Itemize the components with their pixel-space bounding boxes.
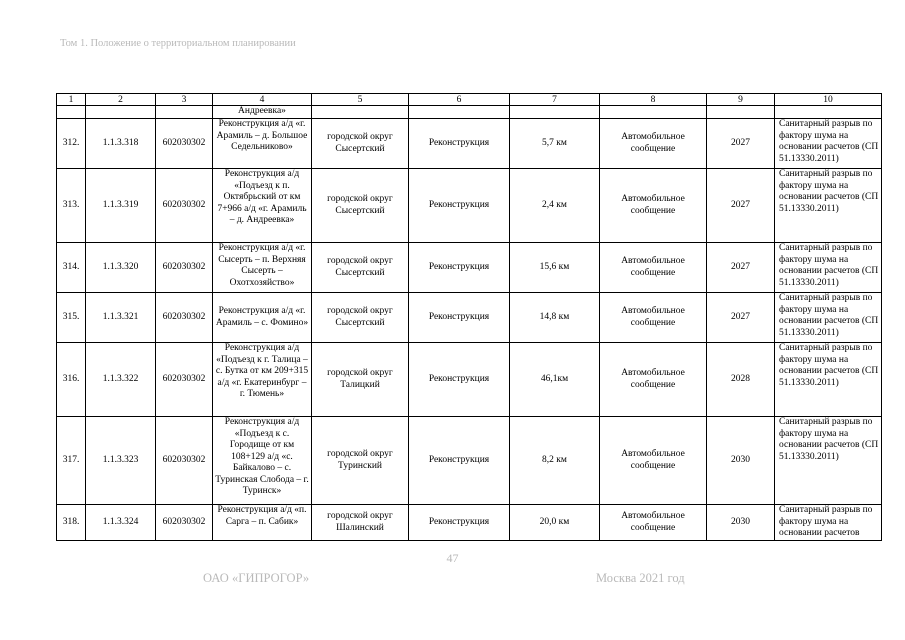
table-row <box>57 417 882 505</box>
cell-name: Реконструкция а/д «п. Сарга – п. Сабик» <box>213 505 312 541</box>
cell-note: Санитарный разрыв по фактору шума на основании расчетов (СП 51.13330.2011) <box>775 169 882 243</box>
cell-location: городской округ Туринский <box>312 417 409 505</box>
carry-over-row <box>57 106 882 119</box>
cell-class: 602030302 <box>156 293 213 343</box>
column-header: 9 <box>707 94 775 106</box>
cell-purpose: Автомобильное сообщение <box>600 169 707 243</box>
cell-number: 316. <box>57 343 86 417</box>
cell-year: 2027 <box>707 119 775 169</box>
cell-purpose: Автомобильное сообщение <box>600 243 707 293</box>
cell-location: городской округ Талицкий <box>312 343 409 417</box>
table-row <box>57 293 882 343</box>
cell-number: 312. <box>57 119 86 169</box>
column-header: 7 <box>510 94 600 106</box>
cell-note: Санитарный разрыв по фактору шума на основании расчетов (СП 51.13330.2011) <box>775 343 882 417</box>
cell-location: городской округ Шалинский <box>312 505 409 541</box>
footer-place-year: Москва 2021 год <box>596 571 685 585</box>
footer-organization: ОАО «ГИПРОГОР» <box>203 571 310 585</box>
cell-year: 2027 <box>707 243 775 293</box>
column-header: 3 <box>156 94 213 106</box>
cell-year: 2028 <box>707 343 775 417</box>
cell-location: городской округ Сысертский <box>312 243 409 293</box>
cell-length: 2,4 км <box>510 169 600 243</box>
cell-note: Санитарный разрыв по фактору шума на основании расчетов (СП 51.13330.2011) <box>775 243 882 293</box>
cell-location: городской округ Сысертский <box>312 169 409 243</box>
cell-note: Санитарный разрыв по фактору шума на основании расчетов (СП 51.13330.2011) <box>775 417 882 505</box>
cell-length: 8,2 км <box>510 417 600 505</box>
cell-number: 313. <box>57 169 86 243</box>
cell-status: Реконструкция <box>409 293 510 343</box>
column-header: 4 <box>213 94 312 106</box>
cell-name: Реконструкция а/д «Подъезд к г. Талица – с. Бутка от км 209+315 а/д «г. Екатеринбург – г. Тюмень» <box>213 343 312 417</box>
table-row <box>57 243 882 293</box>
cell-name: Реконструкция а/д «Подъезд к с. Городище от км 108+129 а/д «с. Байкалово – с. Туринская Слобода – г. Туринск» <box>213 417 312 505</box>
cell-year: 2030 <box>707 505 775 541</box>
cell-code: 1.1.3.322 <box>86 343 156 417</box>
table-row <box>57 169 882 243</box>
cell-location: городской округ Сысертский <box>312 293 409 343</box>
planning-table <box>56 93 882 541</box>
column-header: 8 <box>600 94 707 106</box>
cell-status: Реконструкция <box>409 343 510 417</box>
column-header: 6 <box>409 94 510 106</box>
cell-year: 2027 <box>707 293 775 343</box>
table-header-row <box>57 94 882 106</box>
cell-class: 602030302 <box>156 343 213 417</box>
table-row <box>57 343 882 417</box>
cell-purpose: Автомобильное сообщение <box>600 505 707 541</box>
cell-purpose: Автомобильное сообщение <box>600 119 707 169</box>
cell-number: 317. <box>57 417 86 505</box>
cell-class: 602030302 <box>156 505 213 541</box>
cell-status: Реконструкция <box>409 505 510 541</box>
cell-class: 602030302 <box>156 417 213 505</box>
cell-length: 14,8 км <box>510 293 600 343</box>
cell-purpose: Автомобильное сообщение <box>600 417 707 505</box>
page-number: 47 <box>446 551 459 565</box>
cell-status: Реконструкция <box>409 417 510 505</box>
column-header: 2 <box>86 94 156 106</box>
cell-note: Санитарный разрыв по фактору шума на основании расчетов (СП 51.13330.2011) <box>775 293 882 343</box>
column-header: 1 <box>57 94 86 106</box>
cell-note: Санитарный разрыв по фактору шума на основании расчетов (СП 51.13330.2011) <box>775 119 882 169</box>
cell-purpose: Автомобильное сообщение <box>600 293 707 343</box>
cell-status: Реконструкция <box>409 119 510 169</box>
cell-name: Реконструкция а/д «г. Сысерть – п. Верхняя Сысерть – Охотхозяйство» <box>213 243 312 293</box>
cell-code: 1.1.3.319 <box>86 169 156 243</box>
table-row <box>57 119 882 169</box>
cell-number: 318. <box>57 505 86 541</box>
cell-class: 602030302 <box>156 169 213 243</box>
cell-number: 314. <box>57 243 86 293</box>
cell-length: 20,0 км <box>510 505 600 541</box>
cell-name: Андреевка» <box>213 106 312 119</box>
cell-name: Реконструкция а/д «г. Арамиль – д. Большое Седельниково» <box>213 119 312 169</box>
cell-code: 1.1.3.321 <box>86 293 156 343</box>
cell-name: Реконструкция а/д «Подъезд к п. Октябрьский от км 7+966 а/д «г. Арамиль – д. Андреевка» <box>213 169 312 243</box>
cell-class: 602030302 <box>156 119 213 169</box>
cell-year: 2027 <box>707 169 775 243</box>
column-header: 5 <box>312 94 409 106</box>
cell-code: 1.1.3.320 <box>86 243 156 293</box>
cell-code: 1.1.3.318 <box>86 119 156 169</box>
cell-purpose: Автомобильное сообщение <box>600 343 707 417</box>
cell-code: 1.1.3.323 <box>86 417 156 505</box>
cell-location: городской округ Сысертский <box>312 119 409 169</box>
cell-length: 15,6 км <box>510 243 600 293</box>
document-header: Том 1. Положение о территориальном планировании <box>60 38 296 49</box>
cell-note: Санитарный разрыв по фактору шума на основании расчетов <box>775 505 882 541</box>
cell-name: Реконструкция а/д «г. Арамиль – с. Фомино» <box>213 293 312 343</box>
table-row <box>57 505 882 541</box>
column-header: 10 <box>775 94 882 106</box>
cell-status: Реконструкция <box>409 169 510 243</box>
cell-year: 2030 <box>707 417 775 505</box>
cell-status: Реконструкция <box>409 243 510 293</box>
cell-length: 5,7 км <box>510 119 600 169</box>
cell-code: 1.1.3.324 <box>86 505 156 541</box>
cell-number: 315. <box>57 293 86 343</box>
cell-length: 46,1км <box>510 343 600 417</box>
cell-class: 602030302 <box>156 243 213 293</box>
